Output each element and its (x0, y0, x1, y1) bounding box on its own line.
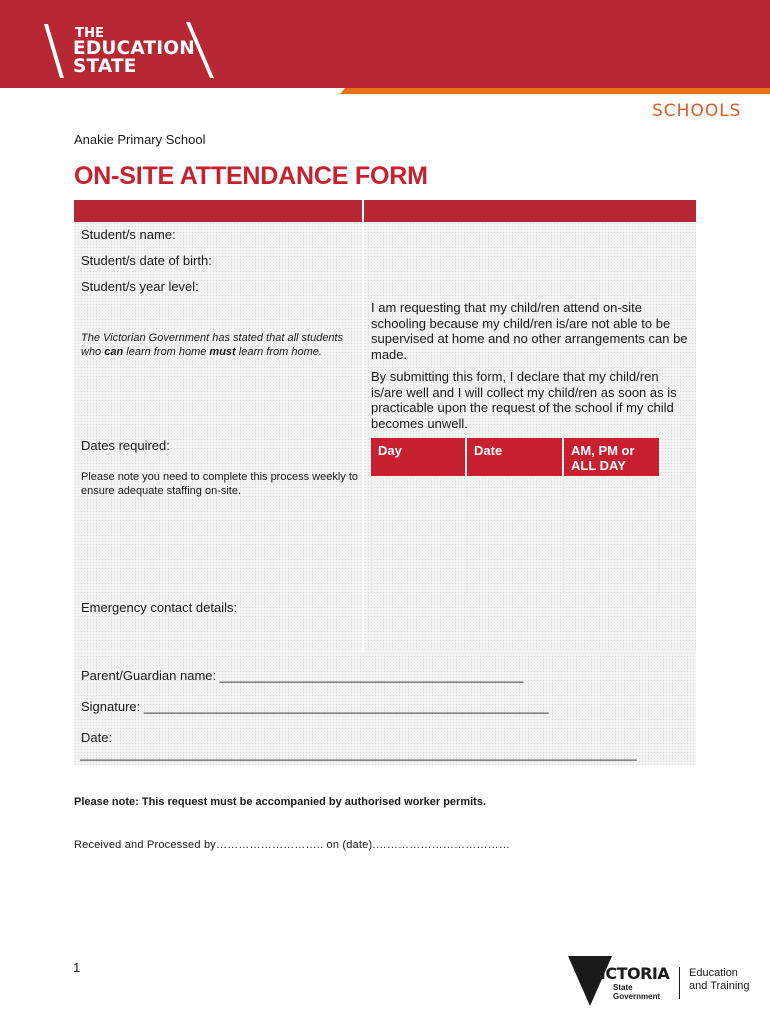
student-name-label: Student/s name: (81, 227, 176, 242)
dates-cell-date[interactable] (467, 476, 564, 594)
emergency-contact-label: Emergency contact details: (81, 600, 238, 615)
dates-cell-ampm[interactable] (564, 476, 659, 594)
footer-divider (679, 967, 680, 999)
logo-state: STATE (73, 56, 137, 77)
page-number: 1 (73, 960, 81, 975)
dates-header-date: Date (467, 438, 562, 476)
table-header-right (364, 200, 696, 222)
logo-education: EDUCATION (73, 38, 195, 59)
staffing-note: Please note you need to complete this process weekly to ensure adequate staffing on-site. (81, 471, 358, 497)
school-name: Anakie Primary School (74, 132, 206, 147)
signature-line: Signature: ________________________________________________________ (81, 699, 549, 714)
dates-header-ampm: AM, PM or ALL DAY (564, 438, 659, 476)
form-title: ON-SITE ATTENDANCE FORM (74, 162, 428, 190)
student-year-label: Student/s year level: (81, 279, 199, 294)
received-processed-line: Received and Processed by……………………….. on (date).……………………………… (74, 839, 511, 851)
department-label: Education and Training (689, 967, 750, 992)
section-label: SCHOOLS (652, 101, 742, 121)
request-statement: I am requesting that my child/ren attend on-site schooling because my child/ren is/are not able to be supervised at home and no other arrangements can be made. (371, 300, 688, 362)
table-header-left (74, 200, 362, 222)
parent-name-line: Parent/Guardian name: __________________________________________ (81, 668, 524, 683)
government-note: The Victorian Government has stated that all students who can learn from home must learn from home. (81, 332, 344, 358)
state-government-label: State Government (613, 983, 661, 1001)
dates-header-day: Day (371, 438, 465, 476)
logo-the: THE (75, 26, 105, 41)
permit-note: Please note: This request must be accompanied by authorised worker permits. (74, 796, 487, 808)
victoria-wordmark: VICTORIA (588, 964, 670, 983)
student-dob-label: Student/s date of birth: (81, 253, 212, 268)
date-label: Date: (81, 730, 113, 745)
dates-required-label: Dates required: (81, 438, 170, 453)
dates-cell-day[interactable] (371, 476, 467, 594)
date-line: _____________________________________________________________________________ (80, 747, 637, 761)
declaration-statement: By submitting this form, I declare that my child/ren is/are well and I will collect my child/ren as soon as is practicable upon the request of the school if my child becomes unwell. (371, 369, 677, 431)
